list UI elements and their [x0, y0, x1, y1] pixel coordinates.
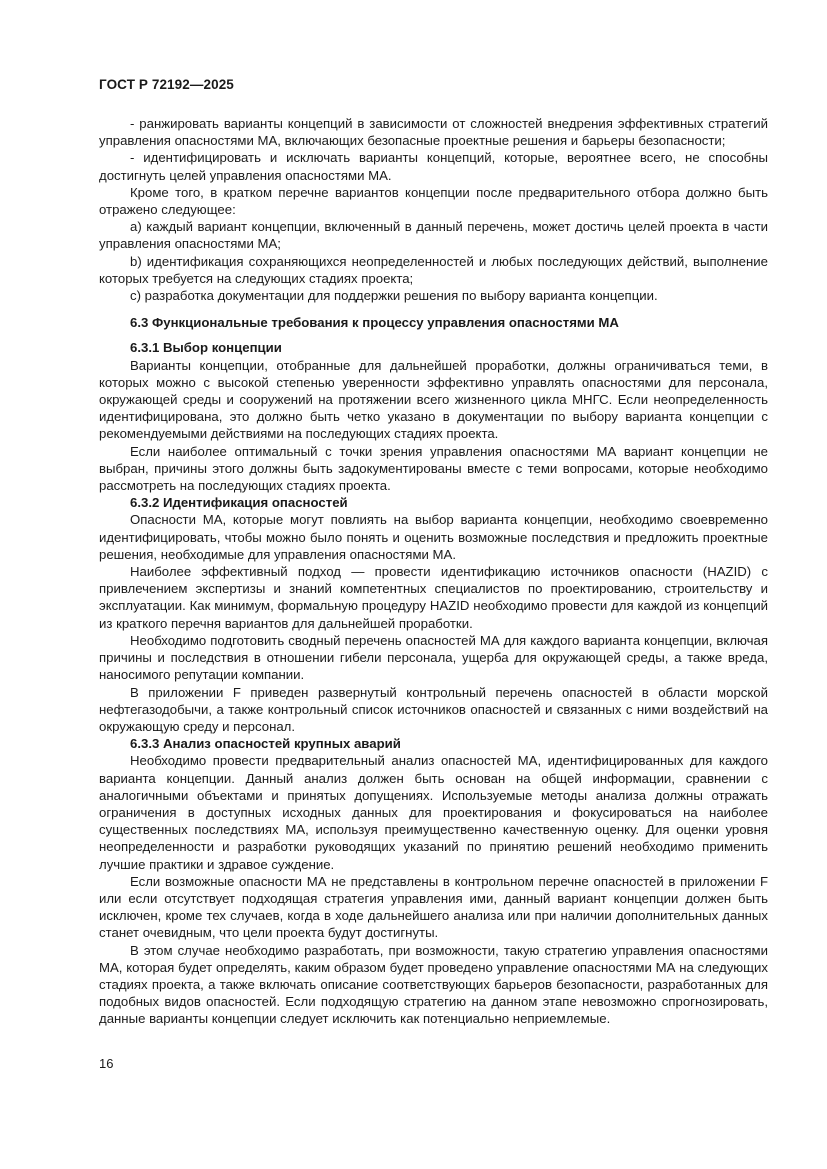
paragraph: Если наиболее оптимальный с точки зрения управления опасностями МА вариант концепции не выбран, причины этого должны быть задокументированы вместе с теми вопросами, которые необходимо рассмотреть на последующих стадиях проекта. — [99, 443, 768, 494]
list-item: - ранжировать варианты концепций в зависимости от сложностей внедрения эффективных стратегий управления опасностями МА, включающих безопасные проектные решения и барьеры безопасности; — [99, 116, 768, 149]
subsection-heading-6-3-3: 6.3.3 Анализ опасностей крупных аварий — [130, 736, 401, 752]
paragraph: Необходимо подготовить сводный перечень опасностей МА для каждого варианта концепции, включая причины и последствия в отношении гибели персонала, ущерба для окружающей среды, а также вреда, наносимого репутации компании. — [99, 632, 768, 683]
section-heading-6-3: 6.3 Функциональные требования к процессу управления опасностями МА — [130, 315, 619, 331]
list-item: c) разработка документации для поддержки решения по выбору варианта концепции. — [130, 288, 658, 304]
list-item: a) каждый вариант концепции, включенный в данный перечень, может достичь целей проекта в части управления опасностями МА; — [99, 219, 768, 252]
paragraph: Необходимо провести предварительный анализ опасностей МА, идентифицированных для каждого варианта концепции. Данный анализ должен быть основан на общей информации, сравнении с аналогичными объектами и принятых допущениях. Используемые методы анализа должны отражать ограничения в доступных исходных данных для проектирования и фокусироваться на наиболее существенных последствиях МА, используя преимущественно качественную оценку. Для оценки уровня неопределенности и разработки руководящих указаний по принятию решений необходимо применить лучшие практики и здравое суждение. — [99, 753, 768, 872]
paragraph: В этом случае необходимо разработать, при возможности, такую стратегию управления опасностями МА, которая будет определять, каким образом будет проведено управление опасностями МА на следующих стадиях проекта, а также включать описание соответствующих барьеров безопасности, разработанных для подобных видов опасностей. Если подходящую стратегию на данном этапе невозможно спрогнозировать, данные варианты концепции следует исключить как потенциально неприемлемые. — [99, 942, 768, 1027]
subsection-heading-6-3-1: 6.3.1 Выбор концепции — [130, 340, 282, 356]
paragraph: Опасности МА, которые могут повлиять на выбор варианта концепции, необходимо своевременно идентифицировать, чтобы можно было понять и оценить возможные последствия и предложить проектные решения, необходимые для управления опасностями МА. — [99, 512, 768, 562]
paragraph: Наиболее эффективный подход — провести идентификацию источников опасности (HAZID) с привлечением экспертизы и знаний компетентных специалистов по проектированию, строительству и эксплуатации. Как минимум, формальную процедуру HAZID необходимо провести для каждой из концепций из краткого перечня вариантов для дальнейшей проработки. — [99, 564, 768, 631]
list-item: - идентифицировать и исключать варианты концепций, которые, вероятнее всего, не способны достигнуть целей управления опасностями МА. — [99, 150, 768, 183]
paragraph: Варианты концепции, отобранные для дальнейшей проработки, должны ограничиваться теми, в которых можно с высокой степенью уверенности эффективно управлять опасностями для персонала, окружающей среды и сооружений на протяжении всего жизненного цикла МНГС. Если неопределенность идентифицирована, это должно быть четко указано в документации по выбору варианта концепции с рекомендуемыми действиями на последующих стадиях проекта. — [99, 357, 768, 442]
document-header: ГОСТ Р 72192—2025 — [99, 77, 234, 92]
list-item: b) идентификация сохраняющихся неопределенностей и любых последующих действий, выполнение которых требуется на следующих стадиях проекта; — [99, 253, 768, 286]
paragraph: Кроме того, в кратком перечне вариантов концепции после предварительного отбора должно быть отражено следующее: — [99, 184, 768, 218]
document-body — [99, 115, 768, 1028]
subsection-heading-6-3-2: 6.3.2 Идентификация опасностей — [130, 495, 348, 511]
paragraph: Если возможные опасности МА не представлены в контрольном перечне опасностей в приложении F или если отсутствует подходящая стратегия управления ими, данный вариант концепции должен быть исключен, кроме тех случаев, когда в ходе дальнейшего анализа или при наличии дополнительных данных станет очевидным, что цели проекта будут достигнуты. — [99, 873, 768, 941]
page-number: 16 — [99, 1056, 114, 1071]
paragraph: В приложении F приведен развернутый контрольный перечень опасностей в области морской нефтегазодобычи, а также контрольный список источников опасностей и связанных с ними воздействий на окружающую среду и персонал. — [99, 684, 768, 734]
